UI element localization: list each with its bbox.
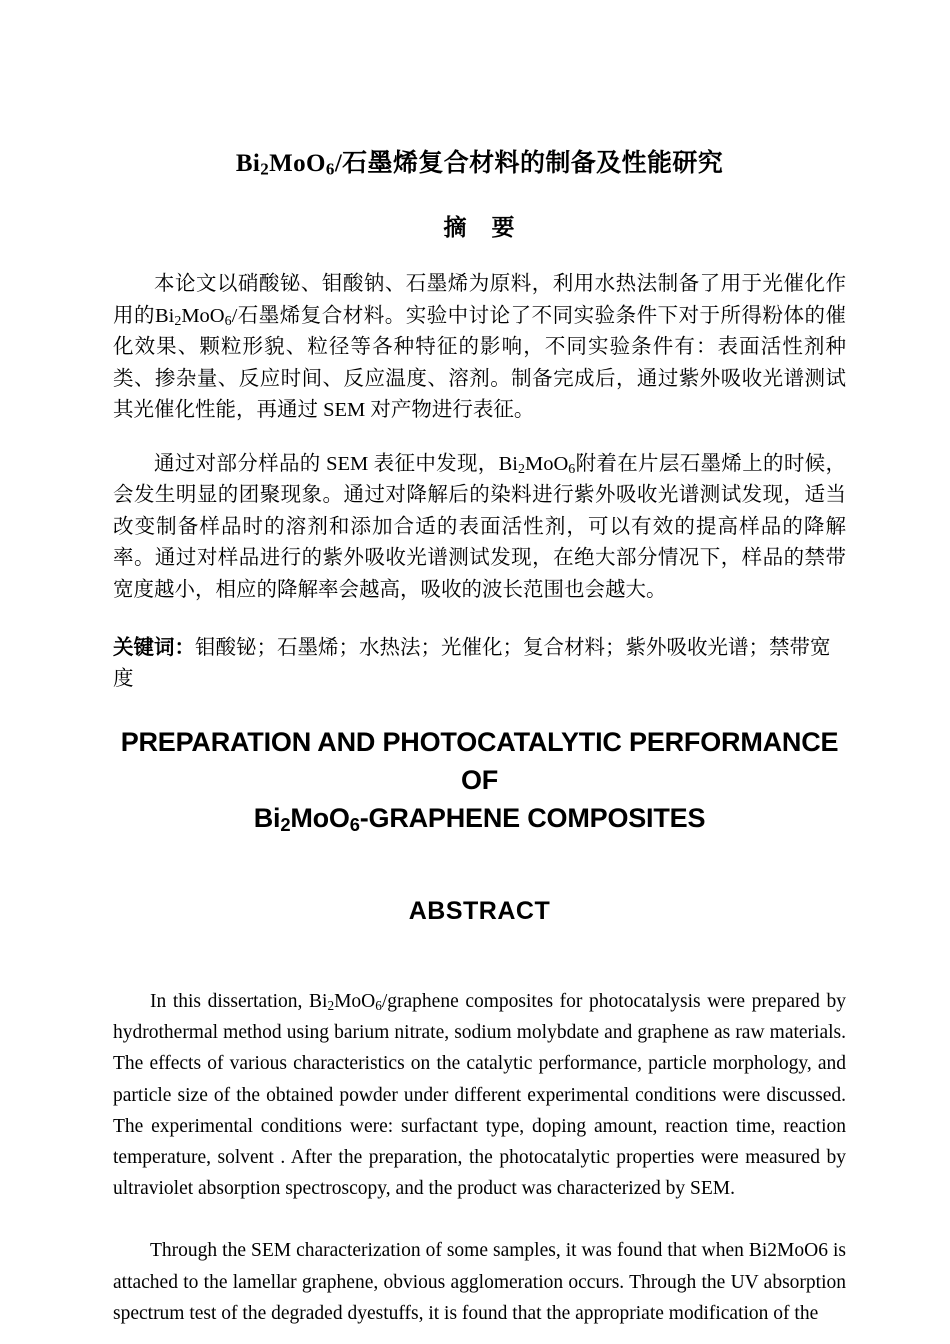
english-title (113, 723, 846, 837)
english-title-formula-prefix: Bi (253, 803, 281, 833)
english-title-formula-sub1: 2 (280, 814, 291, 836)
english-title-formula-mid: MoO (290, 803, 350, 833)
chinese-title-formula (236, 150, 335, 177)
chinese-keywords-value: 钼酸铋；石墨烯；水热法；光催化；复合材料；紫外吸收光谱；禁带宽度 (113, 637, 831, 690)
english-abstract-paragraph-2: Through the SEM characterization of some samples, it was found that when Bi2MoO6 is attached to the lamellar graphene, obvious agglomeration occurs. Through the UV absorption spectrum test of the degraded dyestuffs, it is found that the appropriate modification of the (113, 1240, 846, 1324)
page-content-column (113, 0, 846, 1329)
chinese-title (113, 147, 846, 181)
chinese-title-formula-mid: MoO (269, 150, 326, 177)
english-title-formula-suffix: -GRAPHENE COMPOSITES (359, 803, 706, 833)
chinese-title-formula-prefix: Bi (235, 150, 261, 177)
chinese-abstract-paragraph-1: 本论文以硝酸铋、钼酸钠、石墨烯为原料，利用水热法制备了用于光催化作用的$Bi_2MoO_6/$石墨烯复合材料。实验中讨论了不同实验条件下对于所得粉体的催化效果、颗粒形貌、粒径等各种特征的影响，不同实验条件有：表面活性剂种类、掺杂量、反应时间、反应温度、溶剂。制备完成后，通过紫外吸收光谱测试其光催化性能，再通过 SEM 对产物进行表征。 (113, 273, 846, 421)
chinese-abstract-heading: 摘 要 (443, 215, 516, 241)
english-title-formula-sub2: 6 (349, 814, 360, 836)
english-abstract-paragraph-1: In this dissertation, $Bi_2MoO_6$/graphene composites for photocatalysis were prepared by hydrothermal method using barium nitrate, sodium molybdate and graphene as raw materials. The effects of various characteristics on the catalytic performance, particle morphology, and particle size of the obtained powder under different experimental conditions were discussed. The experimental conditions were: surfactant type, doping amount, reaction time, reaction temperature, solvent . After the preparation, the photocatalytic properties were measured by ultraviolet absorption spectroscopy, and the product was characterized by SEM. (113, 991, 846, 1200)
english-abstract-heading: ABSTRACT (408, 897, 551, 925)
chinese-title-suffix: /石墨烯复合材料的制备及性能研究 (334, 150, 724, 177)
chinese-abstract-paragraph-2: 通过对部分样品的 SEM 表征中发现，$Bi_2MoO_6$附着在片层石墨烯上的时候，会发生明显的团聚现象。通过对降解后的染料进行紫外吸收光谱测试发现，适当改变制备样品时的溶剂和添加合适的表面活性剂，可以有效的提高样品的降解率。通过对样品进行的紫外吸收光谱测试发现，在绝大部分情况下，样品的禁带宽度越小，相应的降解率会越高，吸收的波长范围也会越大。 (113, 452, 847, 601)
chinese-title-formula-sub1: 2 (260, 159, 270, 179)
chinese-keywords-line (113, 632, 846, 695)
chinese-keywords-label: 关键词： (113, 635, 195, 659)
english-title-line-1: PREPARATION AND PHOTOCATALYTIC PERFORMANCE OF (120, 727, 839, 795)
chinese-title-formula-sub2: 6 (325, 159, 335, 179)
english-title-line-2 (253, 803, 706, 836)
